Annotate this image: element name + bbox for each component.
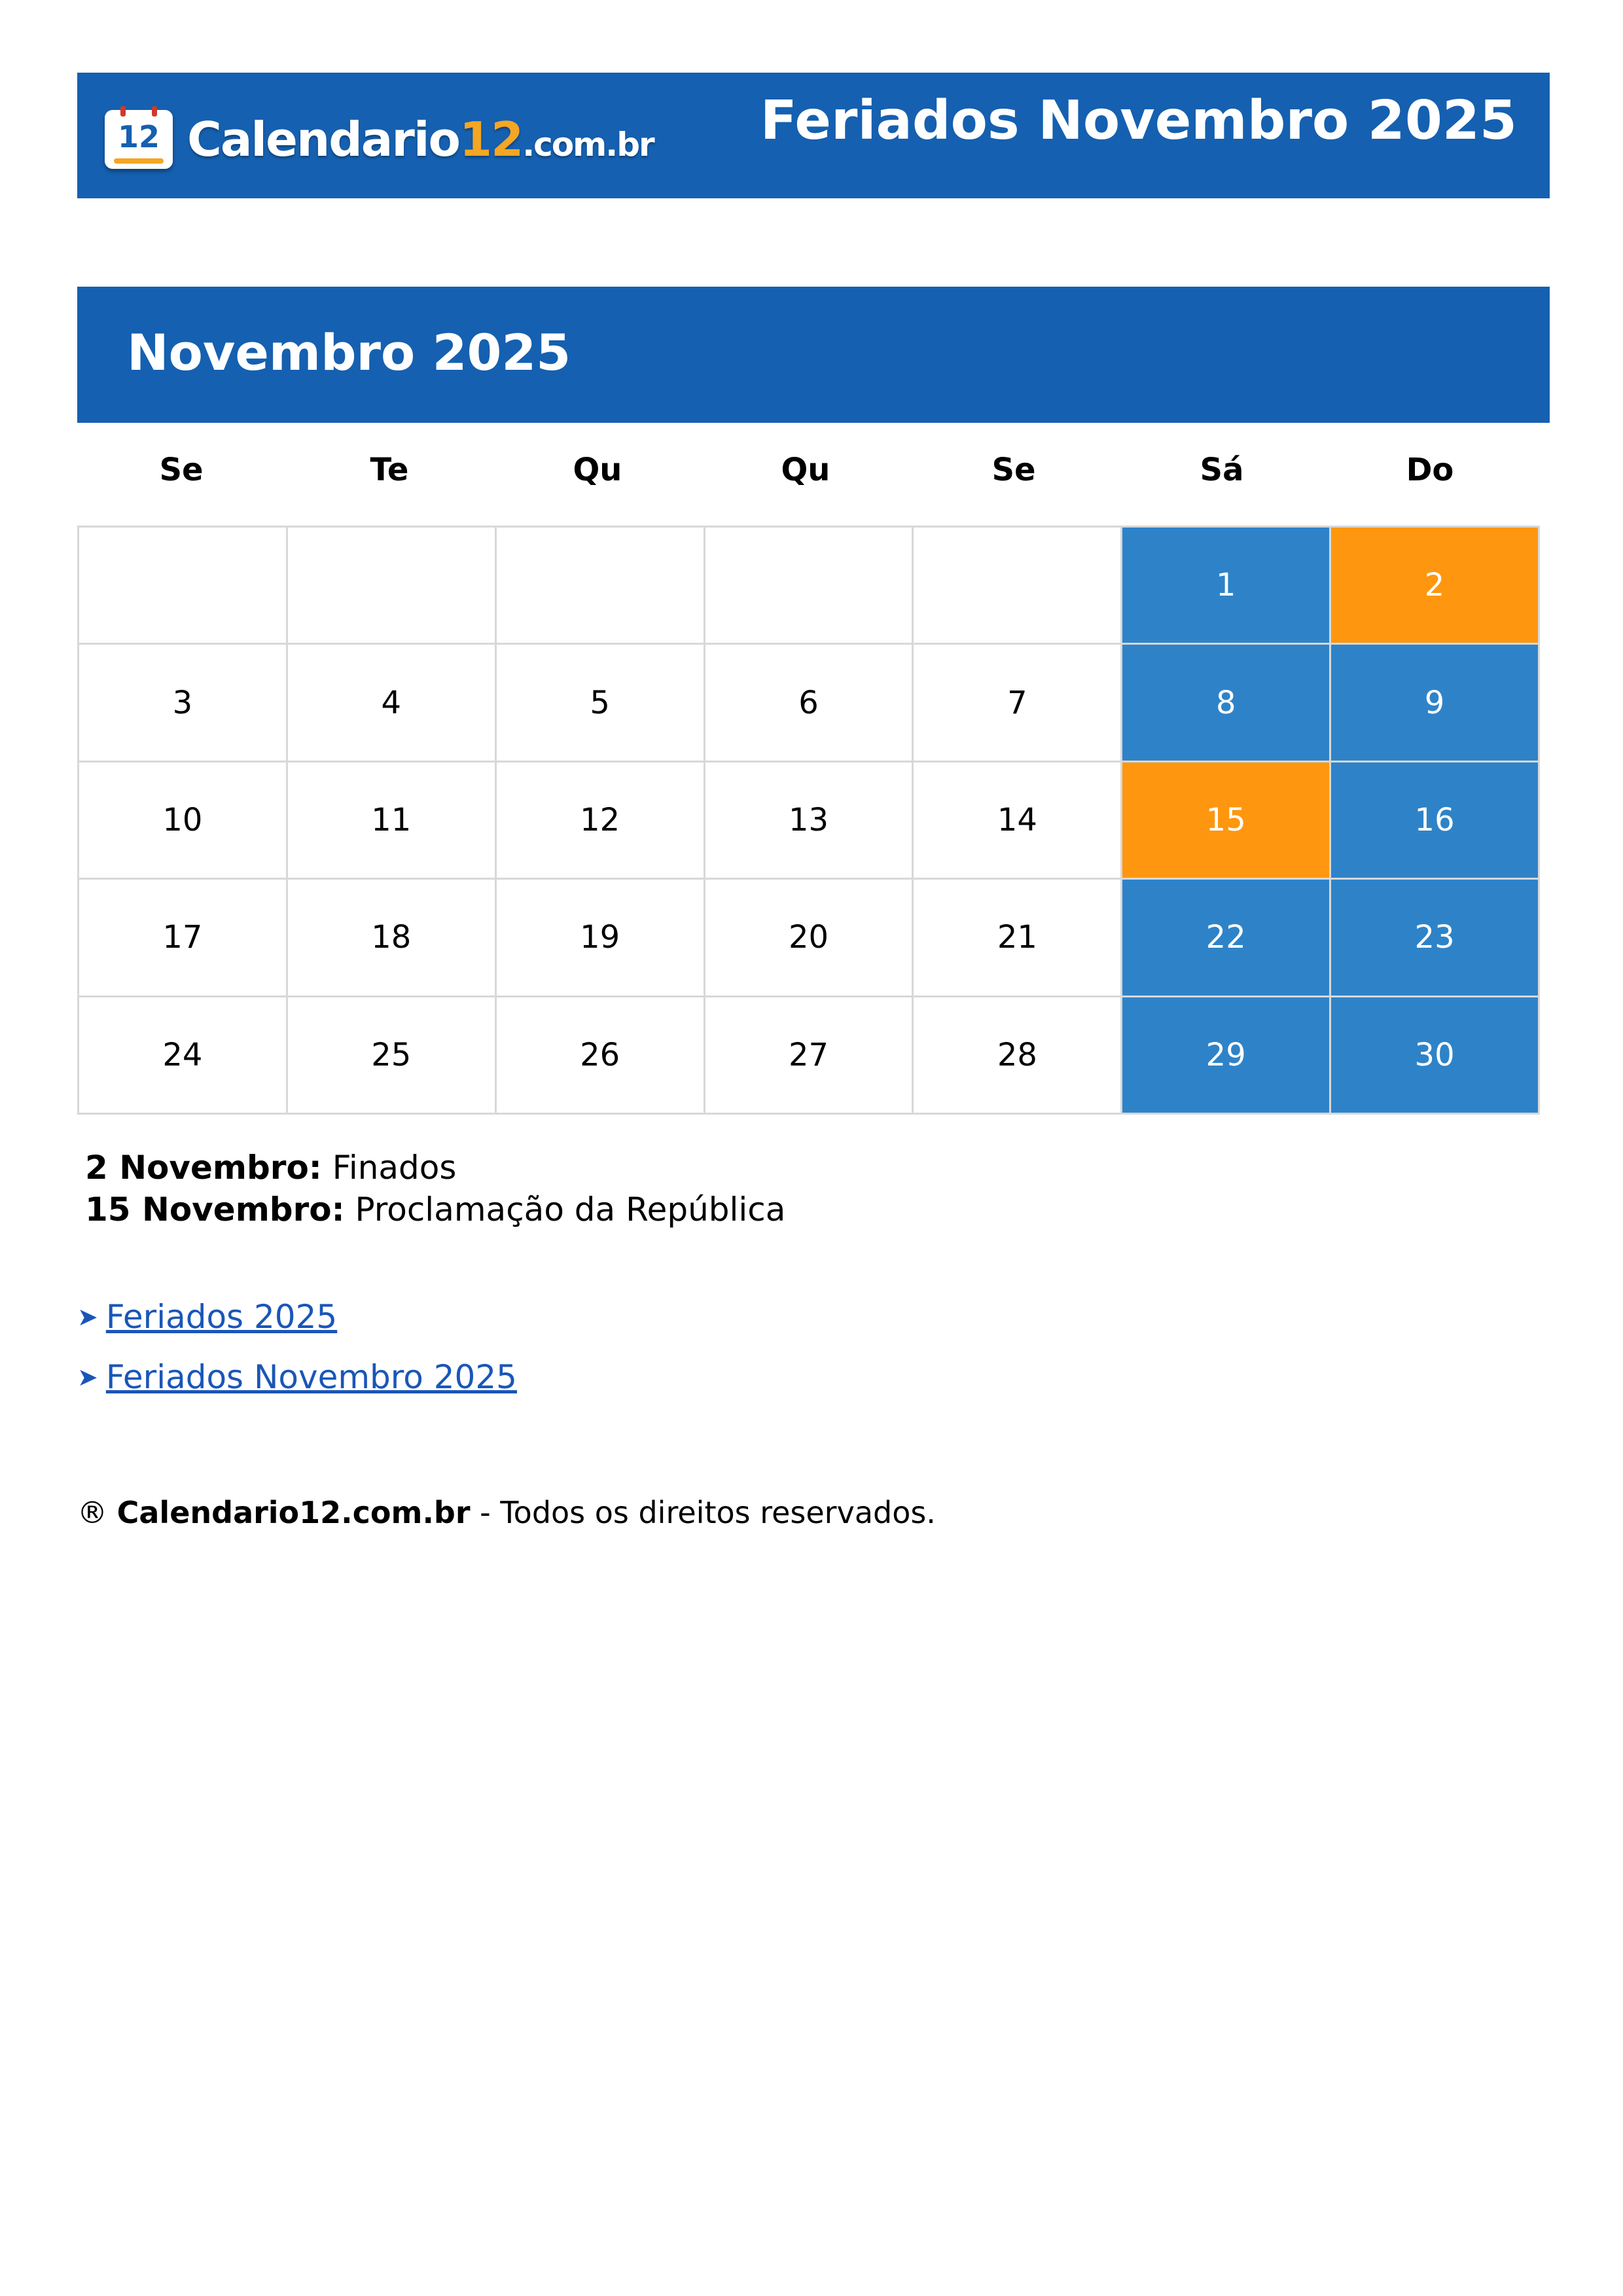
- calendar-day-cell: 20: [705, 880, 912, 995]
- calendar-empty-cell: [705, 528, 912, 643]
- calendar-day-cell: 12: [497, 762, 704, 878]
- logo-number: 12: [459, 112, 523, 167]
- calendar-day-cell: 3: [79, 645, 286, 760]
- logo-icon-number: 12: [117, 119, 160, 154]
- weekday-label: Se: [159, 452, 204, 488]
- logo-prefix: Calendario: [187, 112, 459, 167]
- arrow-right-icon: ➤: [77, 1363, 98, 1391]
- footer-text: - Todos os direitos reservados.: [480, 1495, 936, 1530]
- calendar-empty-cell: [79, 528, 286, 643]
- site-logo[interactable]: [105, 107, 654, 172]
- calendar-day-cell: 15: [1122, 762, 1329, 878]
- calendar-day-cell: 28: [914, 997, 1120, 1113]
- weekday-label: Qu: [573, 452, 622, 488]
- calendar-day-cell: 13: [705, 762, 912, 878]
- calendar-day-cell: 30: [1331, 997, 1538, 1113]
- link-item: [77, 1347, 517, 1407]
- registered-icon: ®: [77, 1495, 107, 1530]
- calendar-logo-icon: [105, 110, 173, 169]
- weekday-label: Se: [991, 452, 1036, 488]
- calendar-day-cell: 23: [1331, 880, 1538, 995]
- holiday-list: [85, 1147, 785, 1230]
- calendar-day-cell: 24: [79, 997, 286, 1113]
- weekday-label: Qu: [781, 452, 830, 488]
- holiday-name: Finados: [332, 1149, 457, 1187]
- weekday-label: Do: [1406, 452, 1454, 488]
- calendar-day-cell: 17: [79, 880, 286, 995]
- calendar-day-cell: 4: [288, 645, 495, 760]
- month-title: Novembro 2025: [127, 323, 571, 382]
- calendar-day-cell: 7: [914, 645, 1120, 760]
- holiday-name: Proclamação da República: [355, 1191, 786, 1229]
- weekday-header-row: [77, 452, 1538, 488]
- calendar-day-cell: 8: [1122, 645, 1329, 760]
- holiday-item: [85, 1147, 785, 1189]
- calendar-day-cell: 21: [914, 880, 1120, 995]
- calendar-day-cell: 14: [914, 762, 1120, 878]
- calendar-day-cell: 9: [1331, 645, 1538, 760]
- calendar-day-cell: 6: [705, 645, 912, 760]
- calendar-day-cell: 1: [1122, 528, 1329, 643]
- holiday-item: [85, 1189, 785, 1230]
- calendar-day-cell: 29: [1122, 997, 1329, 1113]
- calendar-day-cell: 11: [288, 762, 495, 878]
- logo-suffix: .com.br: [522, 126, 654, 164]
- link-feriados-novembro-2025[interactable]: Feriados Novembro 2025: [105, 1358, 517, 1396]
- calendar-day-cell: 27: [705, 997, 912, 1113]
- calendar-day-cell: 26: [497, 997, 704, 1113]
- calendar-day-cell: 10: [79, 762, 286, 878]
- calendar-day-cell: 22: [1122, 880, 1329, 995]
- footer-site: Calendario12.com.br: [116, 1495, 471, 1530]
- calendar-ring-left: [120, 106, 126, 117]
- page-title: Feriados Novembro 2025: [760, 90, 1517, 152]
- calendar-day-cell: 18: [288, 880, 495, 995]
- calendar-day-cell: 2: [1331, 528, 1538, 643]
- calendar-empty-cell: [288, 528, 495, 643]
- weekday-label: Sá: [1200, 452, 1244, 488]
- logo-text: [187, 112, 654, 167]
- top-banner: [77, 73, 1550, 198]
- footer: [77, 1495, 936, 1530]
- calendar-empty-cell: [497, 528, 704, 643]
- month-header: [77, 287, 1550, 423]
- calendar-day-cell: 5: [497, 645, 704, 760]
- link-feriados-2025[interactable]: Feriados 2025: [105, 1298, 338, 1336]
- holiday-date: 2 Novembro:: [85, 1149, 322, 1187]
- logo-icon-bar: [114, 158, 164, 164]
- related-links: [77, 1287, 517, 1407]
- link-item: [77, 1287, 517, 1347]
- calendar-day-cell: 19: [497, 880, 704, 995]
- calendar-empty-cell: [914, 528, 1120, 643]
- holiday-date: 15 Novembro:: [85, 1191, 345, 1229]
- arrow-right-icon: ➤: [77, 1302, 98, 1331]
- calendar-ring-right: [152, 106, 157, 117]
- calendar-day-cell: 25: [288, 997, 495, 1113]
- calendar-day-cell: 16: [1331, 762, 1538, 878]
- calendar-grid: [77, 526, 1540, 1115]
- weekday-label: Te: [370, 452, 409, 488]
